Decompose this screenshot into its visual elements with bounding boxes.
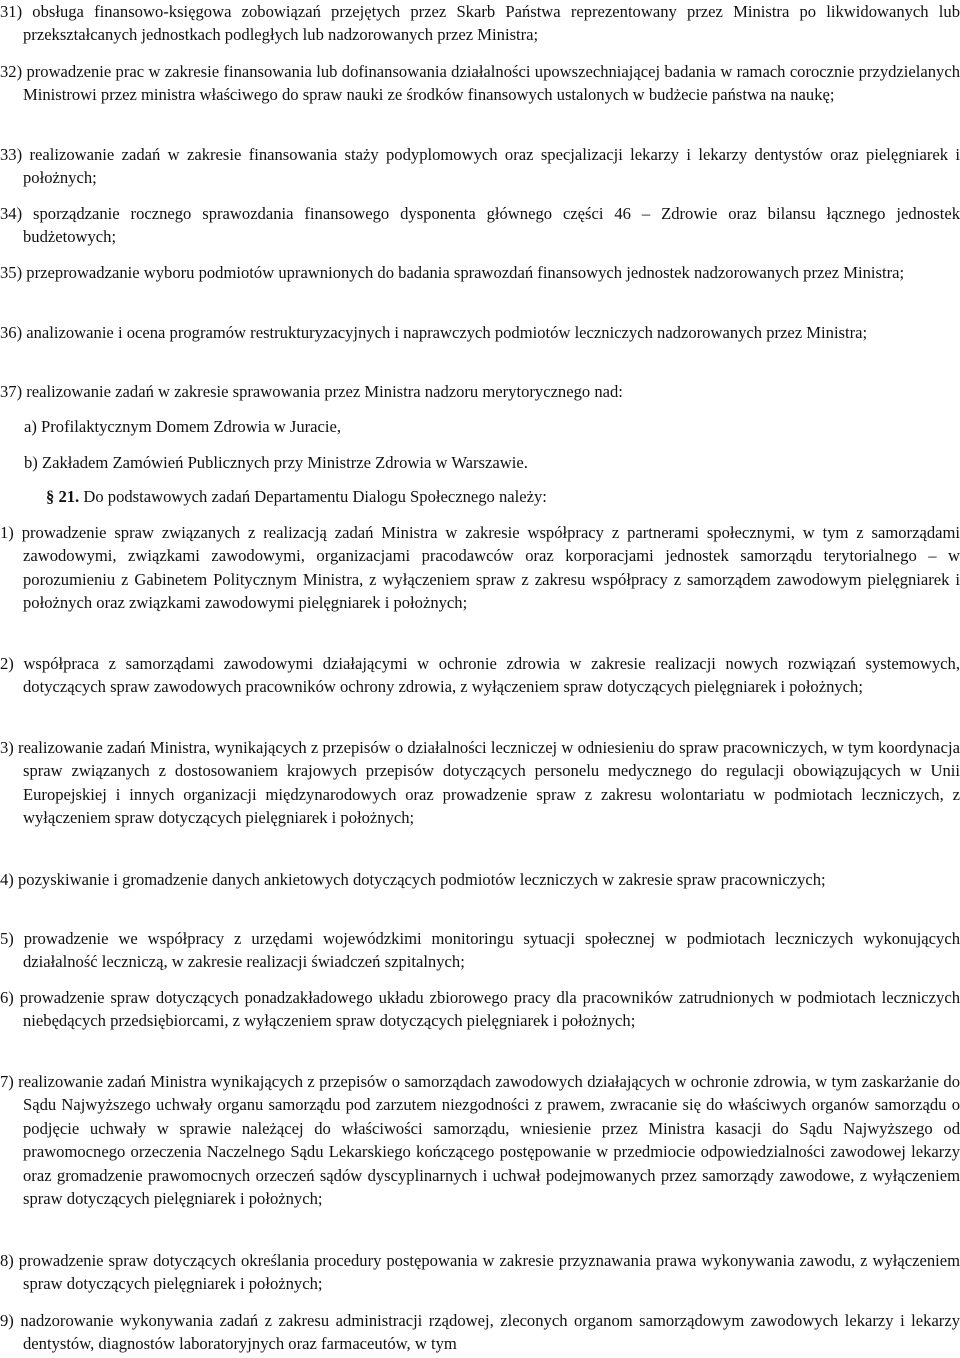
list-item-37: 37) realizowanie zadań w zakresie sprawowania przez Ministra nadzoru merytorycznego nad: [0,382,623,401]
list-item-9: 9) nadzorowanie wykonywania zadań z zakresu administracji rządowej, zleconych organom samorządowym zawodowych lekarzy i lekarzy dentystów, diagnostów laboratoryjnych oraz farmaceutów, w tym [0,1311,960,1354]
list-item-33: 33) realizowanie zadań w zakresie finansowania staży podyplomowych oraz specjalizacji lekarzy i lekarzy dentystów oraz pielęgniarek i położnych; [0,145,960,188]
list-item-34: 34) sporządzanie rocznego sprawozdania finansowego dysponenta głównego części 46 – Zdrowie oraz bilansu łącznego jednostek budżetowych; [0,204,960,247]
sub-item-a: a) Profilaktycznym Domem Zdrowia w Juracie, [24,417,342,436]
list-item-36: 36) analizowanie i ocena programów restrukturyzacyjnych i naprawczych podmiotów leczniczych nadzorowanych przez Ministra; [0,323,868,342]
list-item-8: 8) prowadzenie spraw dotyczących określania procedury postępowania w zakresie przyznawania prawa wykonywania zawodu, z wyłączeniem spraw dotyczących pielęgniarek i położnych; [0,1251,960,1294]
section-heading [46,485,960,508]
list-item-3: 3) realizowanie zadań Ministra, wynikających z przepisów o działalności leczniczej w odniesieniu do spraw pracowniczych, w tym koordynacja spraw związanych z dostosowaniem krajowych przepisów dotyczących personelu medycznego do regulacji obowiązujących w Unii Europejskiej i innych organizacji międzynarodowych oraz prowadzenie spraw z zakresu wolontariatu w podmiotach leczniczych, z wyłączeniem spraw dotyczących pielęgniarek i położnych; [0,738,960,828]
section-number: § 21. [46,487,80,506]
list-item-5: 5) prowadzenie we współpracy z urzędami wojewódzkimi monitoringu sytuacji społecznej w podmiotach leczniczych wykonujących działalność leczniczą, w zakresie realizacji świadczeń szpitalnych; [0,929,960,972]
list-item-4: 4) pozyskiwanie i gromadzenie danych ankietowych dotyczących podmiotów leczniczych w zakresie spraw pracowniczych; [0,870,826,889]
section-heading-text: Do podstawowych zadań Departamentu Dialogu Społecznego należy: [83,487,547,506]
sub-item-b: b) Zakładem Zamówień Publicznych przy Ministrze Zdrowia w Warszawie. [24,453,528,472]
list-item-7: 7) realizowanie zadań Ministra wynikających z przepisów o samorządach zawodowych działających w ochronie zdrowia, w tym zaskarżanie do Sądu Najwyższego uchwały organu samorządu pod zarzutem niezgodności z prawem, zwracanie się do właściwych organów samorządu o podjęcie uchwały w sprawie należącej do właściwości samorządu, wniesienie przez Ministra kasacji do Sądu Najwyższego od prawomocnego orzeczenia Naczelnego Sądu Lekarskiego kończącego postępowanie w przedmiocie odpowiedzialności zawodowej lekarzy oraz gromadzenie prawomocnych orzeczeń sądów dyscyplinarnych i uchwał podejmowanych przez samorządy zawodowe, z wyłączeniem spraw dotyczących pielęgniarek i położnych; [0,1072,960,1209]
list-item-31: 31) obsługa finansowo-księgowa zobowiązań przejętych przez Skarb Państwa reprezentowany przez Ministra po likwidowanych lub przekształcanych jednostkach podległych lub nadzorowanych przez Ministra; [0,2,960,45]
list-item-32: 32) prowadzenie prac w zakresie finansowania lub dofinansowania działalności upowszechniającej badania w ramach corocznie przydzielanych Ministrowi przez ministra właściwego do spraw nauki ze środków finansowych ustalonych w budżecie państwa na naukę; [0,62,960,105]
list-item-1: 1) prowadzenie spraw związanych z realizacją zadań Ministra w zakresie współpracy z partnerami społecznymi, w tym z samorządami zawodowymi, związkami zawodowymi, organizacjami pracodawców oraz korporacjami jednostek samorządu terytorialnego – w porozumieniu z Gabinetem Politycznym Ministra, z wyłączeniem spraw z zakresu współpracy z samorządem zawodowym pielęgniarek i położnych oraz związkami zawodowymi pielęgniarek i położnych; [0,523,960,613]
list-item-35: 35) przeprowadzanie wyboru podmiotów uprawnionych do badania sprawozdań finansowych jednostek nadzorowanych przez Ministra; [0,263,905,282]
list-item-6: 6) prowadzenie spraw dotyczących ponadzakładowego układu zbiorowego pracy dla pracowników zatrudnionych w podmiotach leczniczych niebędących przedsiębiorcami, z wyłączeniem spraw dotyczących pielęgniarek i położnych; [0,988,960,1031]
list-item-2: 2) współpraca z samorządami zawodowymi działającymi w ochronie zdrowia w zakresie realizacji nowych rozwiązań systemowych, dotyczących spraw zawodowych pracowników ochrony zdrowia, z wyłączeniem spraw dotyczących pielęgniarek i położnych; [0,654,960,697]
